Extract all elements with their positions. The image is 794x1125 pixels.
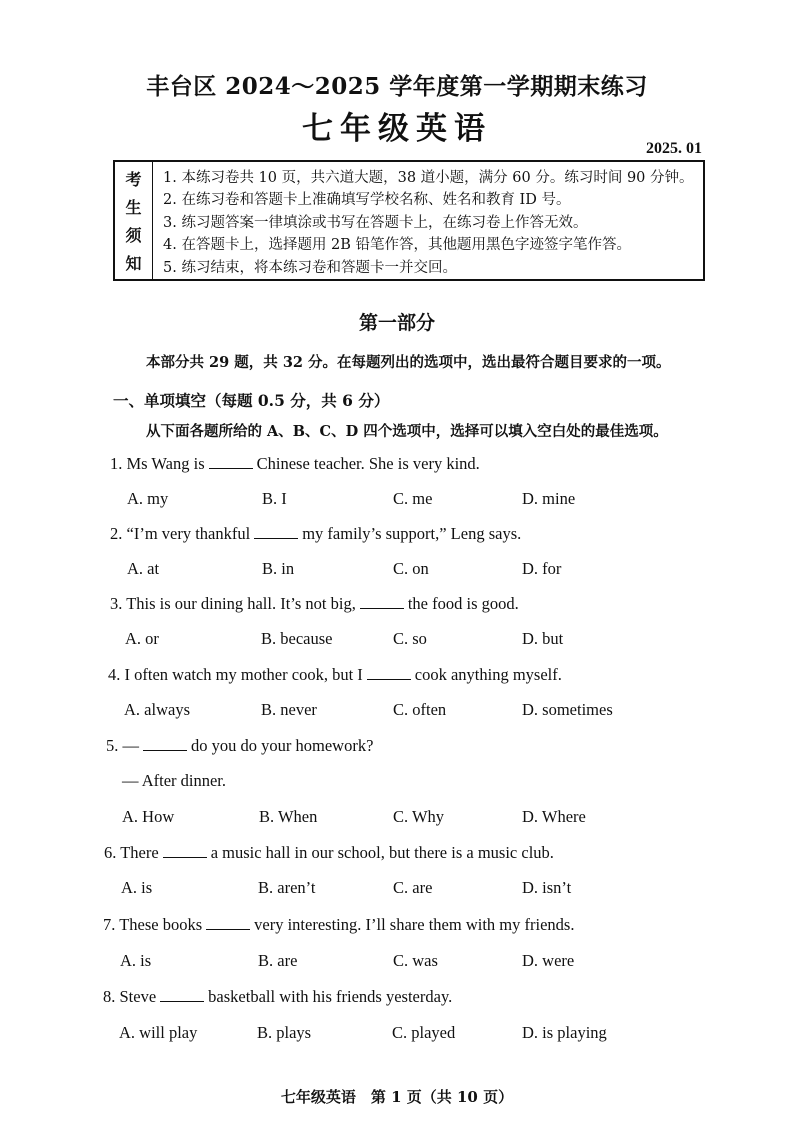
option-c: C. often [393,700,447,719]
dialogue-reply: — After dinner. [122,771,227,790]
question-stem [104,843,554,863]
option-b: B. aren’t [258,878,316,897]
option-a: A. is [120,951,152,970]
option-b: B. I [262,489,287,508]
answer-blank [160,987,204,1002]
notice-label-char: 生 [125,197,142,217]
notice-item: 1. 本练习卷共 10 页，共六道大题，38 道小题，满分 60 分。练习时间 90 分钟。 [163,170,694,186]
option-c: C. was [393,951,438,970]
subject-title: 七年级英语 [302,111,492,147]
option-d: D. were [522,951,575,970]
option-d: D. but [522,629,564,648]
question-text: 7. These books [103,915,203,934]
option-a: A. How [122,807,175,826]
exam-header-title: 丰台区 2024～2025 学年度第一学期期末练习 [146,73,648,100]
question-text: very interesting. I’ll share them with my friends. [254,915,575,934]
question-text: 4. I often watch my mother cook, but I [108,665,363,684]
page-footer: 七年级英语 第 1 页（共 10 页） [280,1088,514,1106]
option-c: C. Why [393,807,445,826]
notice-item: 2. 在练习卷和答题卡上准确填写学校名称、姓名和教育 ID 号。 [163,192,571,209]
notice-label-char: 考 [125,169,142,189]
option-b: B. never [261,700,317,719]
option-d: D. is playing [522,1023,607,1042]
option-d: D. mine [522,489,576,508]
question-text: 8. Steve [103,987,157,1006]
notice-items [163,167,697,279]
question-text: cook anything myself. [414,665,562,684]
answer-blank [163,843,207,858]
question-text: basketball with his friends yesterday. [208,987,453,1006]
notice-label-char: 须 [125,226,142,246]
option-b: B. When [259,807,318,826]
question-text: a music hall in our school, but there is a music club. [210,843,554,862]
question-text: Chinese teacher. She is very kind. [256,454,480,473]
exam-notice-box [113,160,705,281]
option-d: D. isn’t [522,878,572,897]
section-description: 本部分共 29 题，共 32 分。在每题列出的选项中，选出最符合题目要求的一项。 [146,354,671,371]
option-b: B. in [262,559,295,578]
notice-label-char: 知 [125,254,142,274]
part-heading: 一、单项填空（每题 0.5 分，共 6 分） [113,391,390,410]
part-instruction: 从下面各题所给的 A、B、C、D 四个选项中，选择可以填入空白处的最佳选项。 [146,423,668,440]
question-stem [108,665,562,685]
notice-item: 3. 练习题答案一律填涂或书写在答题卡上，在练习卷上作答无效。 [163,214,588,231]
answer-blank [367,665,411,680]
notice-label [115,162,153,279]
option-c: C. me [393,489,433,508]
question-stem [110,454,480,474]
section-title: 第一部分 [358,312,435,334]
question-text: 1. Ms Wang is [110,454,205,473]
notice-item: 5. 练习结束，将本练习卷和答题卡一并交回。 [163,259,457,276]
exam-date: 2025. 01 [646,140,702,157]
option-a: A. is [121,878,153,897]
answer-blank [206,915,250,930]
option-a: A. my [127,489,169,508]
option-c: C. are [393,878,433,897]
option-a: A. or [125,629,159,648]
option-b: B. plays [257,1023,312,1042]
question-stem [110,524,521,544]
option-a: A. at [127,559,160,578]
question-text: 3. This is our dining hall. It’s not big, [110,594,356,613]
option-a: A. will play [119,1023,198,1042]
question-stem [106,736,373,756]
option-b: B. are [258,951,298,970]
question-stem [103,987,452,1007]
option-d: D. Where [522,807,586,826]
option-a: A. always [124,700,190,719]
option-d: D. for [522,559,562,578]
option-b: B. because [261,629,333,648]
answer-blank [143,736,187,751]
question-text: 5. — [106,736,139,755]
question-stem [103,915,574,935]
question-text: do you do your homework? [191,736,374,755]
notice-item: 4. 在答题卡上，选择题用 2B 铅笔作答，其他题用黑色字迹签字笔作答。 [163,237,632,254]
option-c: C. played [392,1023,456,1042]
question-text: 2. “I’m very thankful [110,524,251,543]
question-stem [110,594,519,614]
option-c: C. so [393,629,427,648]
question-text: the food is good. [407,594,519,613]
option-c: C. on [393,559,429,578]
answer-blank [209,454,253,469]
question-text: my family’s support,” Leng says. [302,524,522,543]
answer-blank [360,594,404,609]
question-text: 6. There [104,843,159,862]
answer-blank [254,524,298,539]
option-d: D. sometimes [522,700,613,719]
